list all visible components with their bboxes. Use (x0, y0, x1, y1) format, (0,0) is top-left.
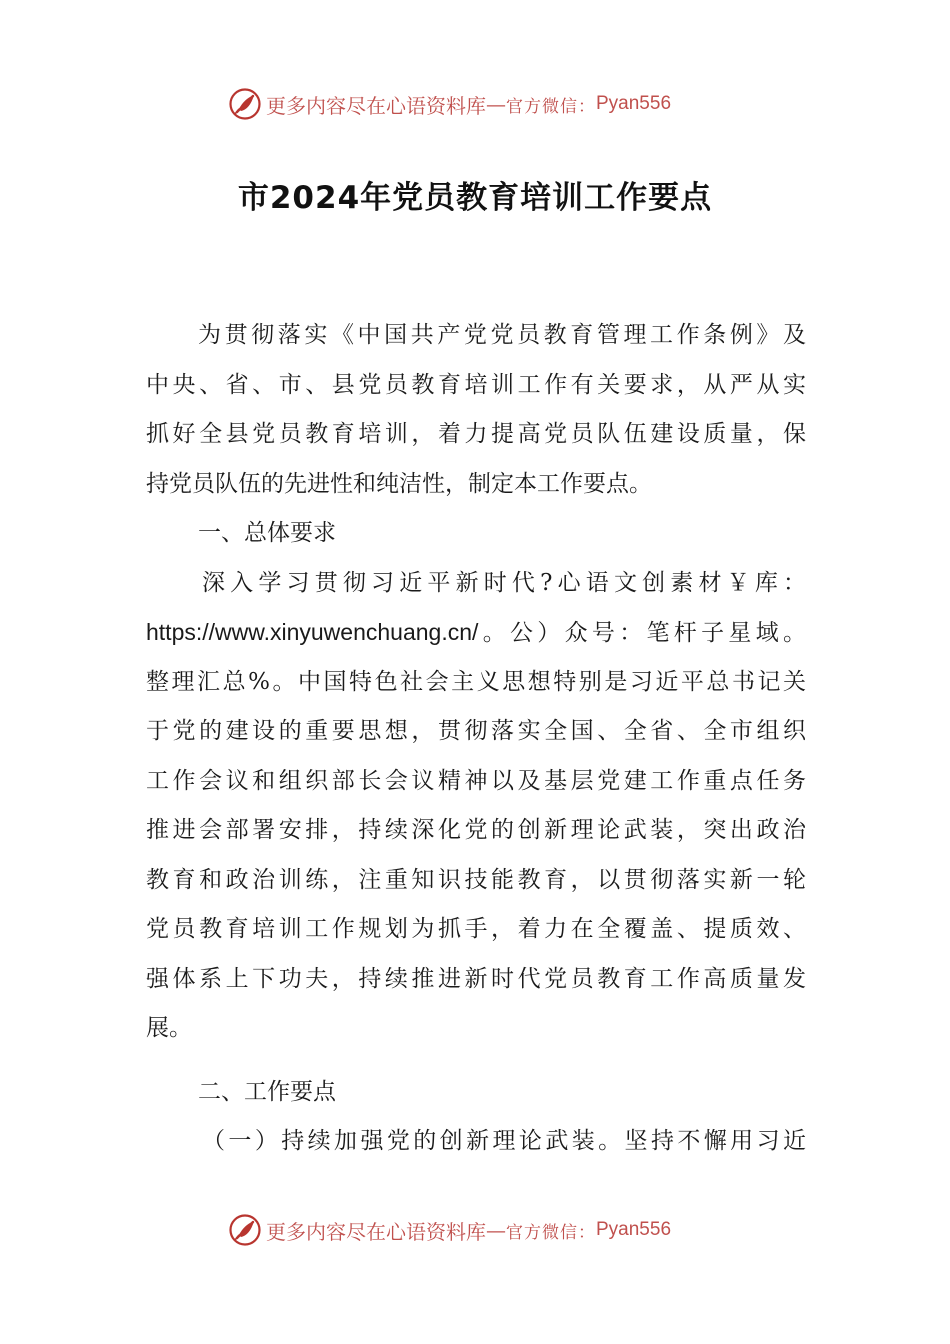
section1-url-line (146, 608, 806, 658)
footer-watermark-banner (228, 1210, 748, 1250)
intro-line: 持党员队伍的先进性和纯洁性，制定本工作要点。 (146, 470, 652, 497)
section1-line: 推进会部署安排，持续深化党的创新理论武装，突出政治 (146, 817, 806, 843)
section1-line: 教育和政治训练，注重知识技能教育，以贯彻落实新一轮 (146, 866, 806, 893)
banner-wechat-label: 官方微信： (506, 1222, 596, 1243)
intro-line: 抓好全县党员教育培训，着力提高党员队伍建设质量，保 (146, 421, 806, 447)
document-body (146, 311, 806, 1167)
banner-wechat-id: Pyan556 (596, 1219, 672, 1240)
section1-line: 强体系上下功夫，持续推进新时代党员教育工作高质量发 (146, 965, 806, 992)
section-heading-2: 二、工作要点 (198, 1078, 336, 1105)
banner-dash: — (486, 1218, 506, 1242)
header-watermark-banner (228, 84, 748, 124)
section1-line: 展。 (146, 1015, 192, 1041)
banner-main-text: 更多内容尽在心语资料库 (266, 1219, 486, 1244)
section2-line: （一）持续加强党的创新理论武装。坚持不懈用习近 (202, 1128, 806, 1154)
banner-dash: — (486, 92, 506, 116)
section1-url-tail: 。公）众号：笔杆子星域。 (478, 620, 806, 646)
intro-line: 为贯彻落实《中国共产党党员教育管理工作条例》及 (198, 322, 806, 348)
section1-line: 深入学习贯彻习近平新时代?心语文创素材￥库： (202, 569, 806, 596)
section1-line: 整理汇总%。中国特色社会主义思想特别是习近平总书记关 (146, 668, 806, 695)
banner-wechat-label: 官方微信： (506, 96, 596, 117)
banner-main-text: 更多内容尽在心语资料库 (266, 93, 486, 118)
section1-line: 工作会议和组织部长会议精神以及基层党建工作重点任务 (146, 767, 806, 794)
quill-logo-icon (228, 1213, 262, 1247)
promo-url-link[interactable]: https://www.xinyuwenchuang.cn/ (146, 619, 479, 645)
intro-line: 中央、省、市、县党员教育培训工作有关要求，从严从实 (146, 371, 806, 398)
banner-wechat-id: Pyan556 (596, 93, 672, 114)
document-title: 市2024年党员教育培训工作要点 (237, 180, 713, 216)
section1-line: 于党的建设的重要思想，贯彻落实全国、全省、全市组织 (146, 718, 806, 744)
quill-logo-icon (228, 87, 262, 121)
section-heading-1: 一、总体要求 (198, 520, 336, 546)
paragraph-gap (146, 1054, 806, 1068)
section1-line: 党员教育培训工作规划为抓手，着力在全覆盖、提质效、 (146, 916, 806, 942)
